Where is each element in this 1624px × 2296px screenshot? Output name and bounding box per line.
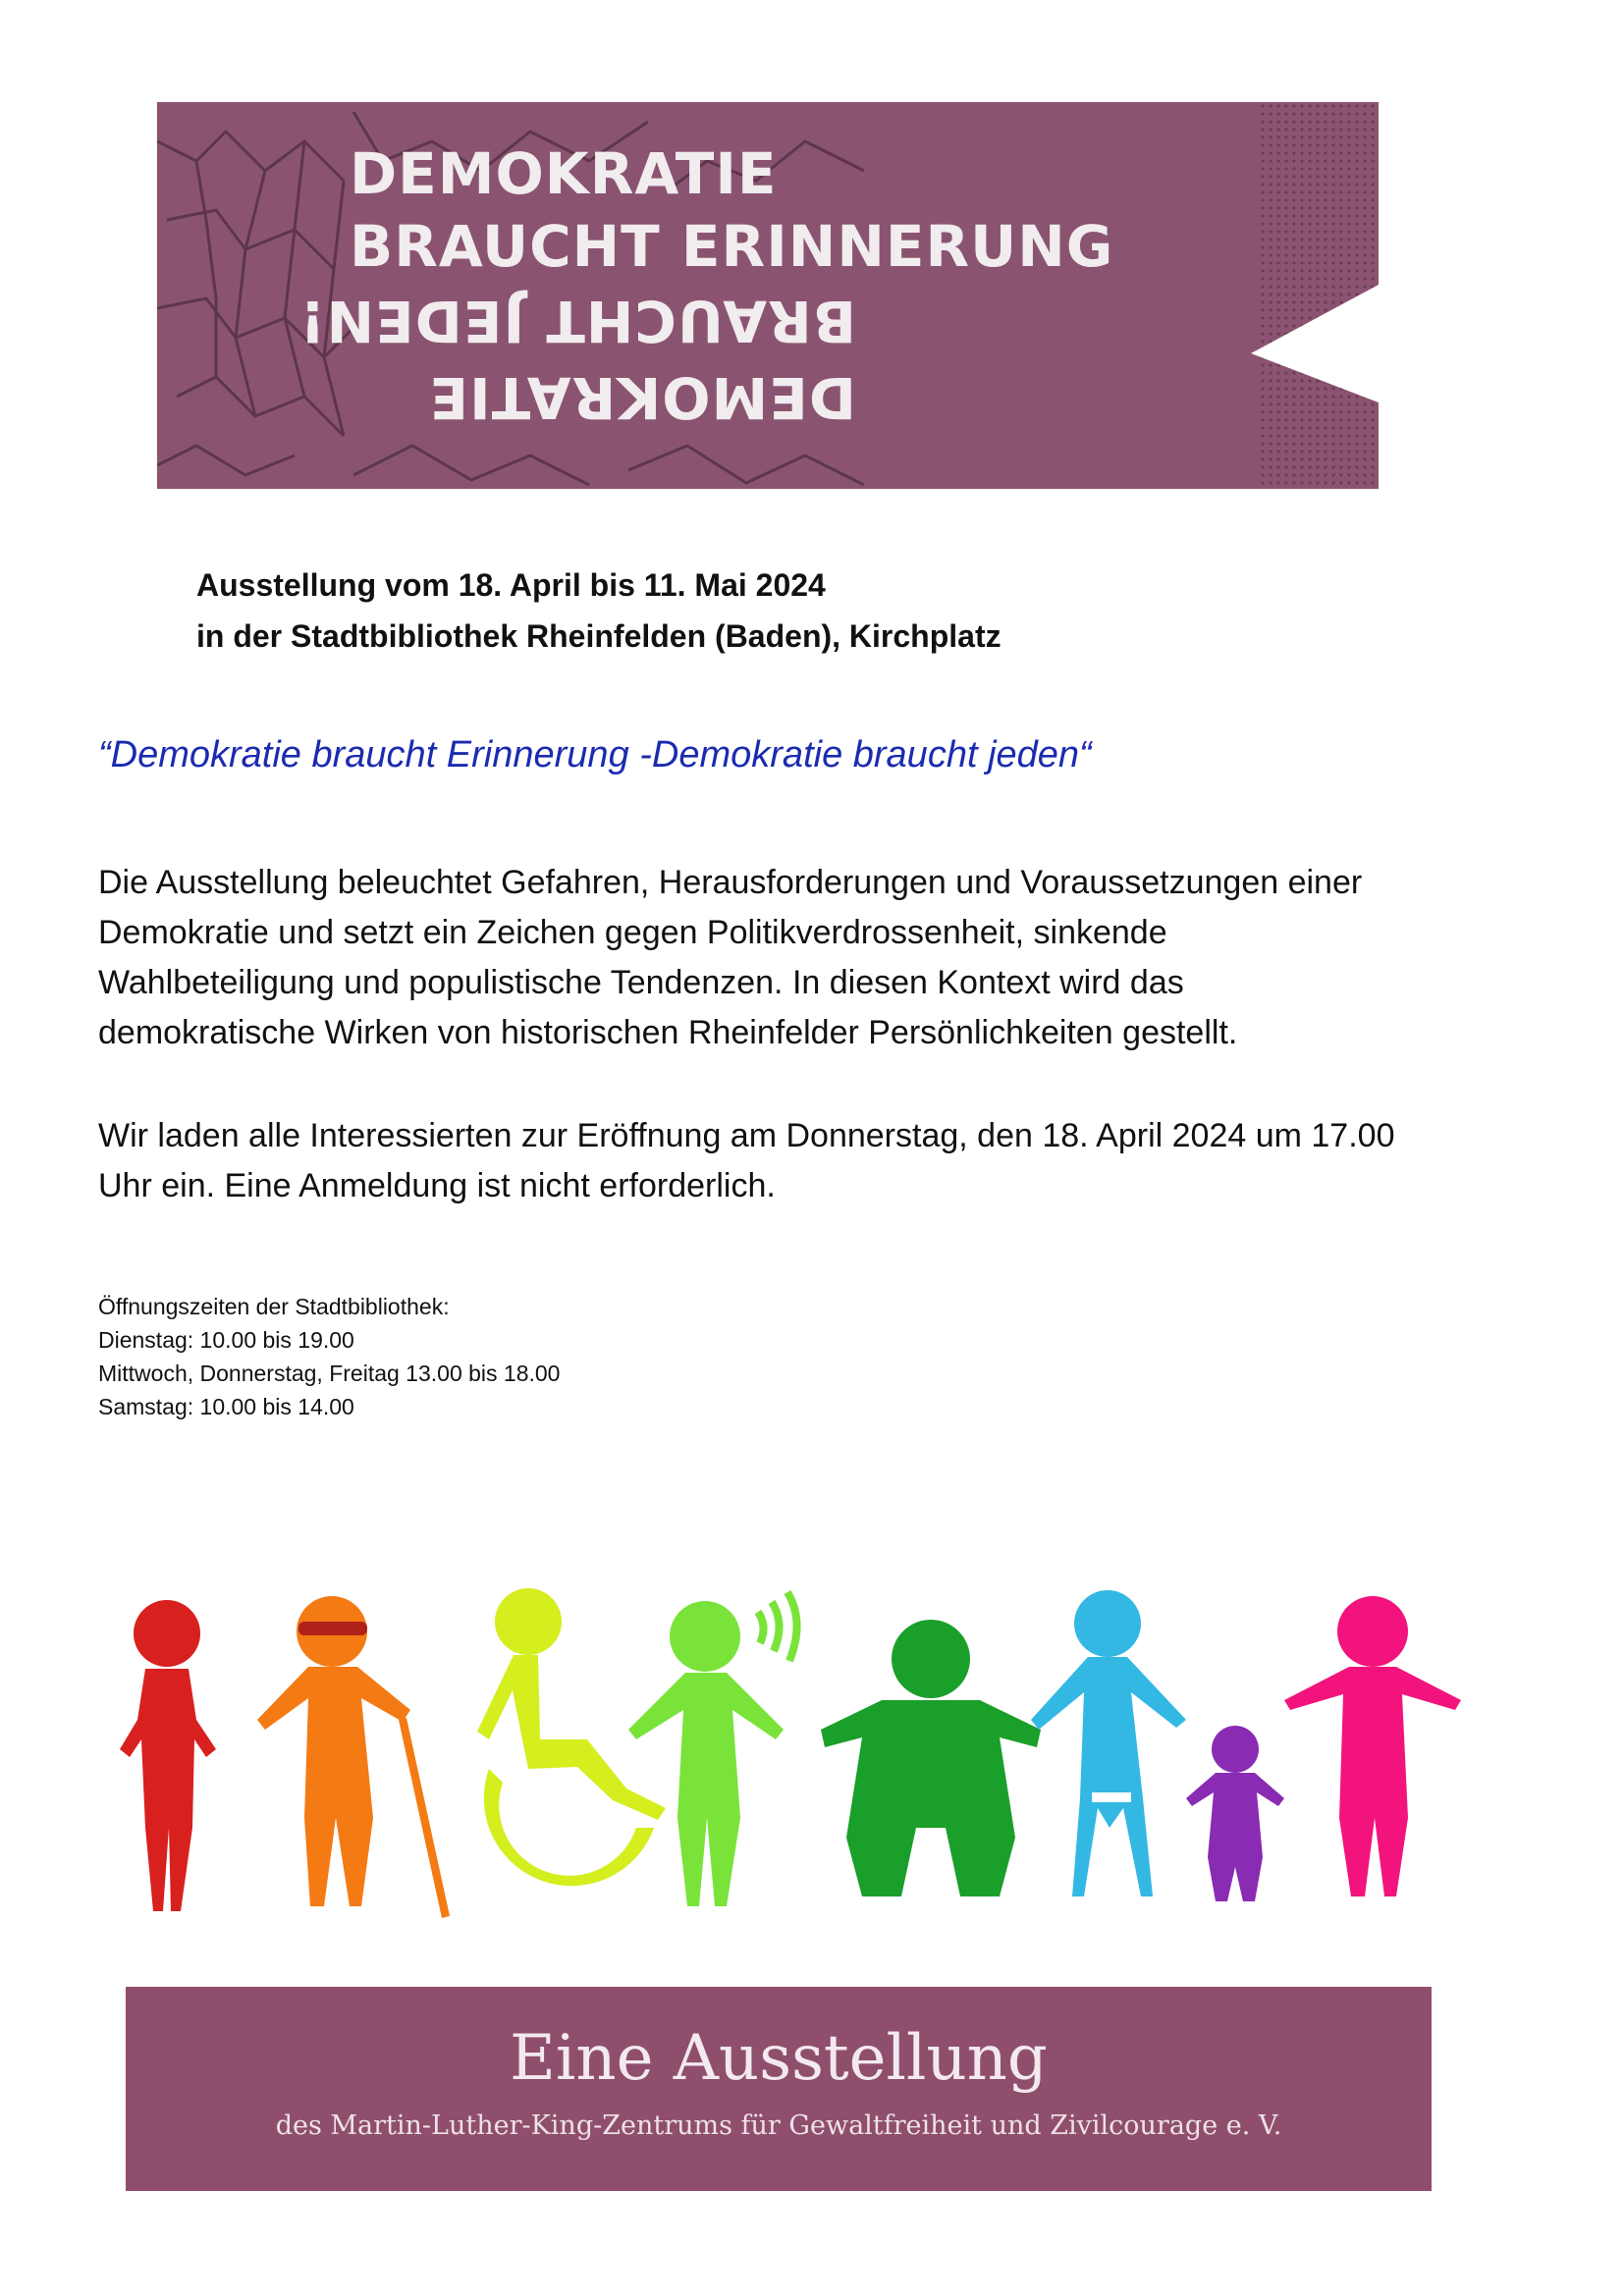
diversity-figures-illustration [116,1582,1469,1932]
invitation-paragraph [98,1111,1551,1211]
blue-person-prosthetic-figure [1031,1590,1186,1896]
opening-hours [98,1290,560,1423]
invitation-line: Wir laden alle Interessierten zur Eröffnung am Donnerstag, den 18. April 2024 um 17.00 [98,1117,1395,1154]
description-paragraph [98,858,1551,1058]
green-person-hearing-figure [628,1592,797,1906]
description-line: Wahlbeteiligung und populistische Tendenzen. In diesen Kontext wird das [98,964,1184,1001]
invitation-line: Uhr ein. Eine Anmeldung ist nicht erforderlich. [98,1167,776,1204]
opening-hours-item: Dienstag: 10.00 bis 19.00 [98,1327,354,1353]
opening-hours-heading: Öffnungszeiten der Stadtbibliothek: [98,1294,450,1319]
red-person-figure [120,1600,216,1911]
banner-line-needs-everyone-inverted: BRAUCHT JEDEN! [298,288,856,354]
banner-line-democracy-inverted: DEMOKRATIE [428,364,856,431]
footer-title: Eine Ausstellung [510,2022,1048,2095]
exhibition-quote: “Demokratie braucht Erinnerung -Demokratie braucht jeden“ [98,734,1092,775]
event-info [196,560,1001,662]
banner-line-needs-memory: BRAUCHT ERINNERUNG [350,213,1114,280]
orange-person-with-cane-figure [257,1596,450,1918]
purple-child-figure [1186,1726,1284,1901]
footer-banner [126,1987,1432,2191]
footer-subtitle: des Martin-Luther-King-Zentrums für Gewaltfreiheit und Zivilcourage e. V. [275,2110,1282,2141]
description-line: demokratische Wirken von historischen Rheinfelder Persönlichkeiten gestellt. [98,1014,1238,1051]
header-banner [157,102,1379,489]
description-line: Demokratie und setzt ein Zeichen gegen Politikverdrossenheit, sinkende [98,914,1167,951]
opening-hours-item: Mittwoch, Donnerstag, Freitag 13.00 bis 18.00 [98,1361,561,1386]
description-line: Die Ausstellung beleuchtet Gefahren, Herausforderungen und Voraussetzungen einer [98,864,1363,901]
green-round-person-figure [821,1620,1041,1896]
pink-person-figure [1284,1596,1461,1896]
event-dates: Ausstellung vom 18. April bis 11. Mai 2024 [196,567,826,603]
opening-hours-item: Samstag: 10.00 bis 14.00 [98,1394,354,1419]
banner-line-democracy: DEMOKRATIE [350,140,778,207]
event-location: in der Stadtbibliothek Rheinfelden (Baden), Kirchplatz [196,618,1001,654]
white-triangle-shape [1251,285,1379,402]
